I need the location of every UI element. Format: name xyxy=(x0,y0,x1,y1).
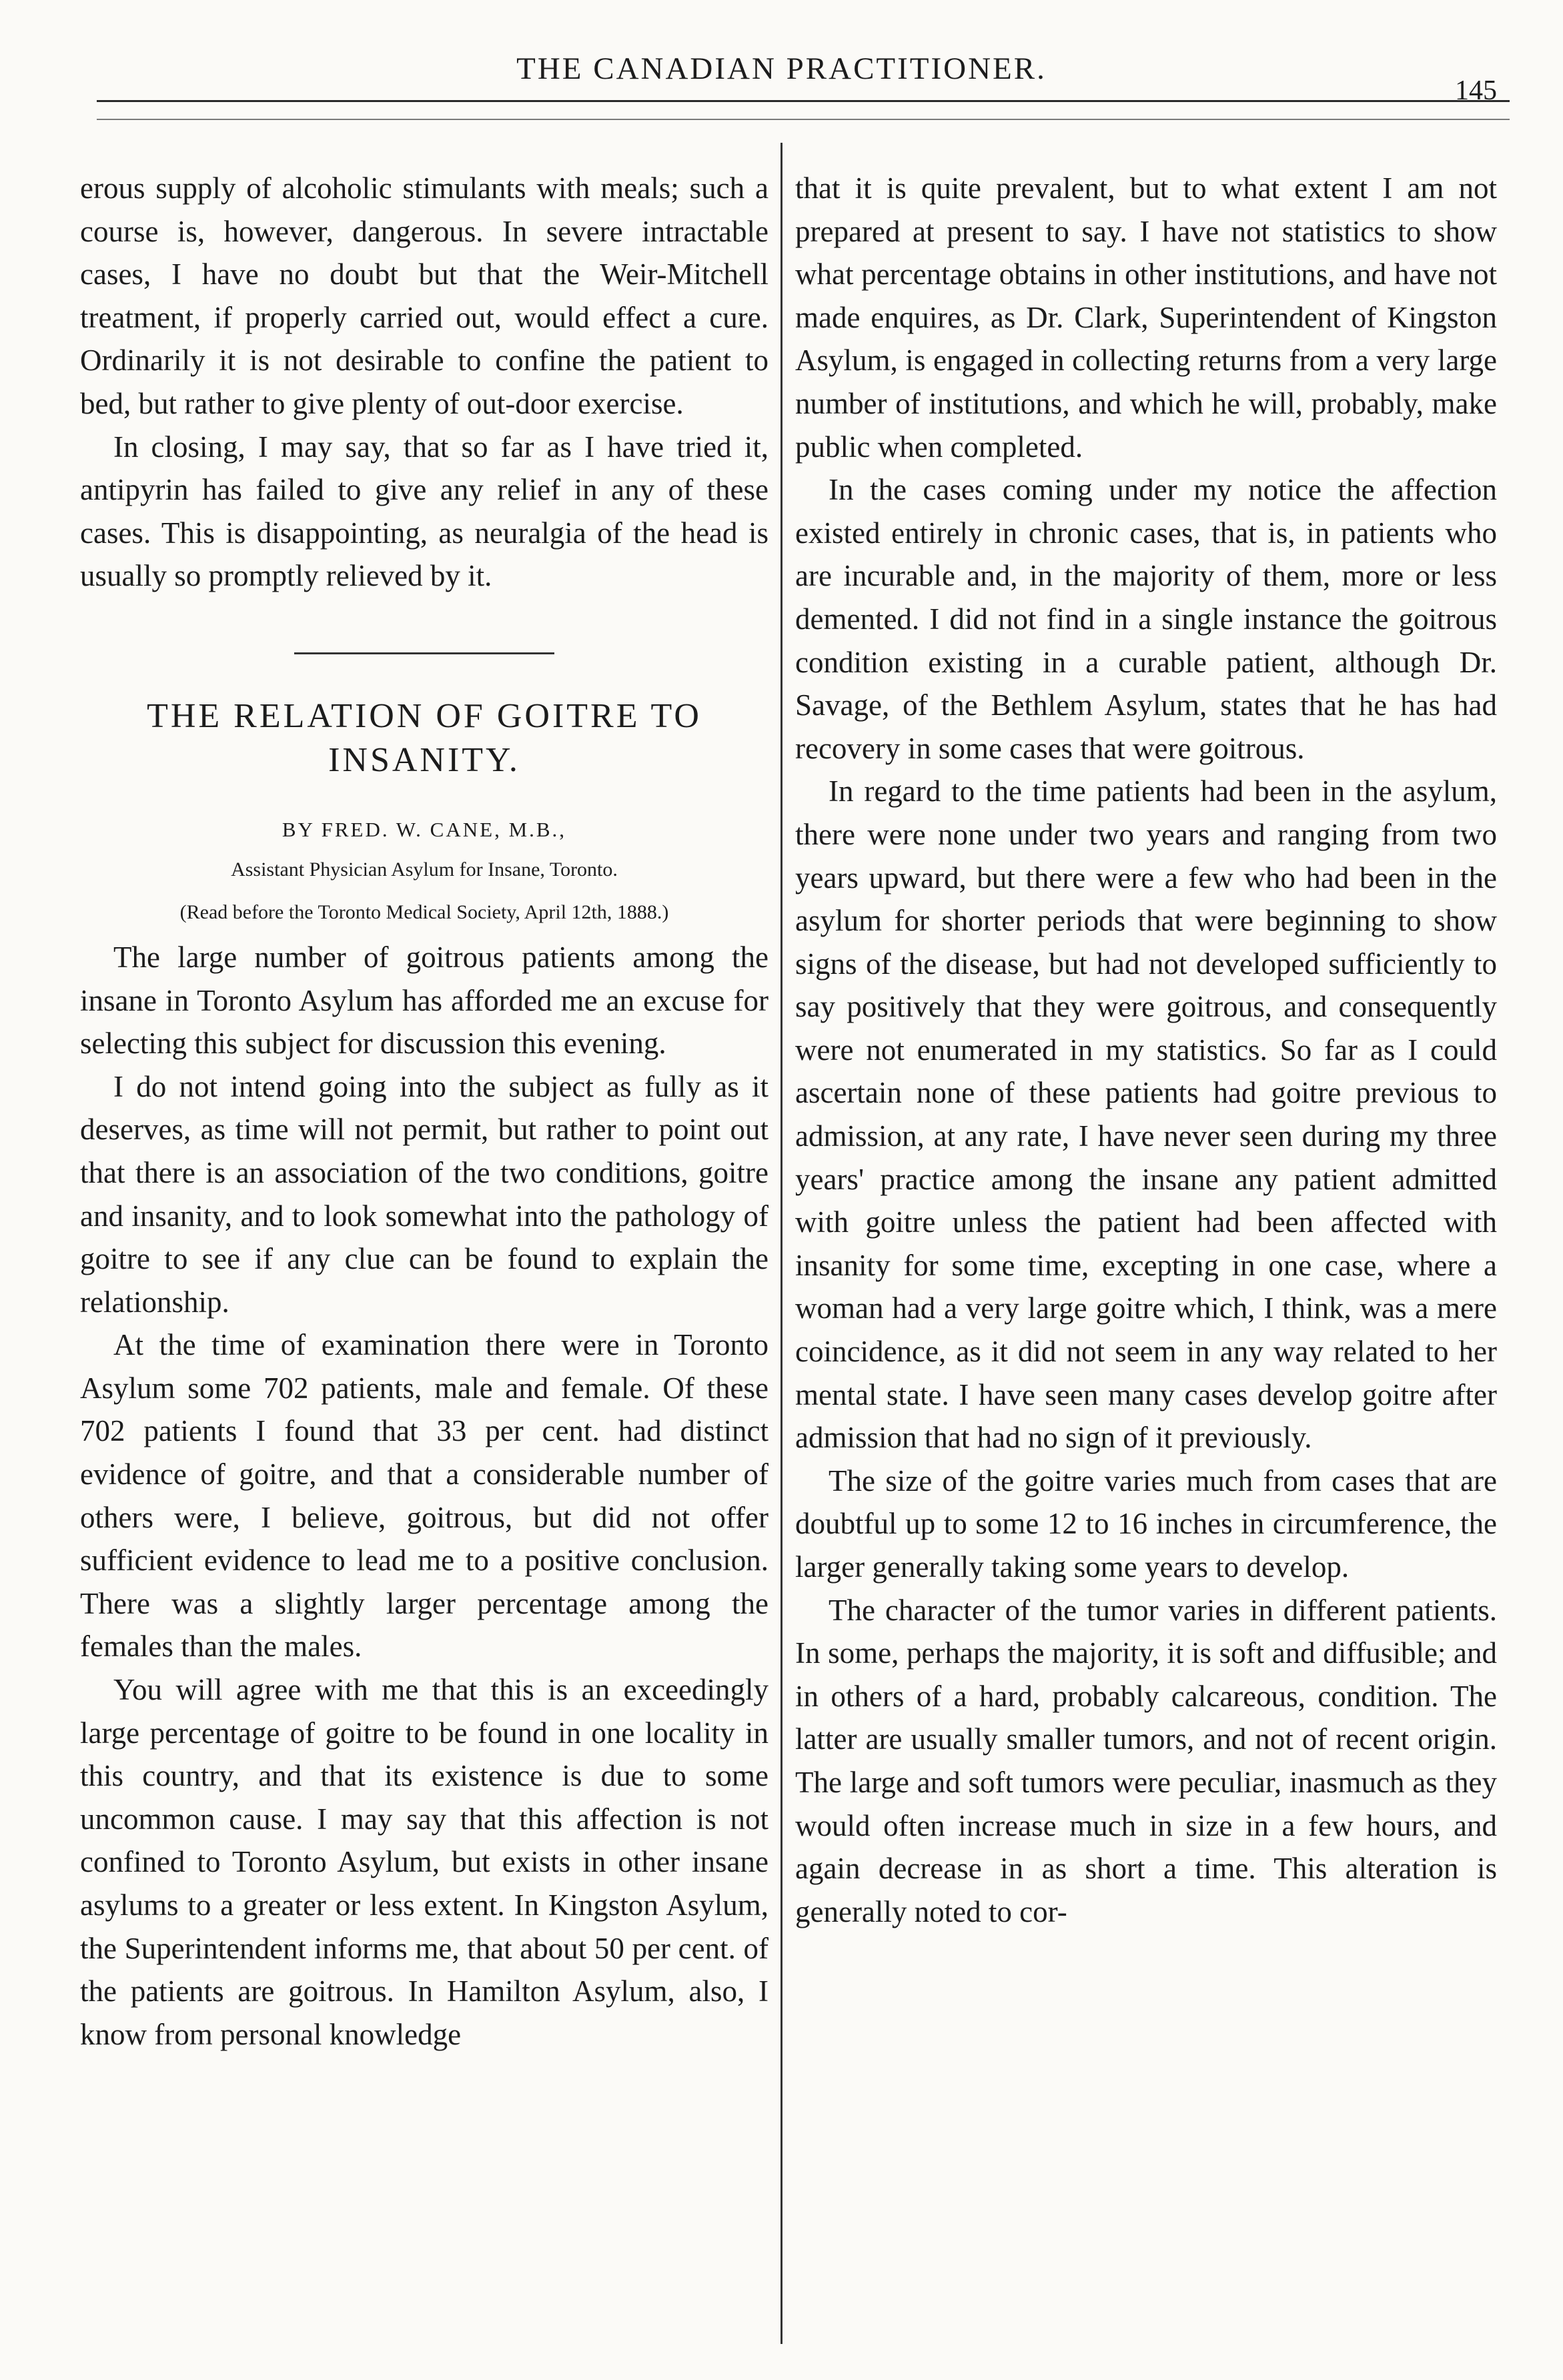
paragraph: At the time of examination there were in Toronto Asylum some 702 patients, male and female. Of these 702 patients I found that 33 per cent. had distinct evidence of goitre, and that a considerable number of others were, I believe, goitrous, but did not offer sufficient evidence to lead me to a positive conclusion. There was a slightly larger percentage among the females than the males. xyxy=(80,1328,768,1664)
paragraph: The large number of goitrous patients among the insane in Toronto Asylum has afforded me an excuse for selecting this subject for discussion this evening. xyxy=(80,940,768,1061)
paragraph: The character of the tumor varies in different patients. In some, perhaps the majority, it is soft and diffusible; and in others of a hard, probably calcareous, condition. The latter are usually smaller tumors, and not of recent origin. The large and soft tumors were peculiar, inasmuch as they would often increase much in size in a few hours, and again decrease in as short a time. This alteration is generally noted to cor- xyxy=(795,1593,1497,1928)
article-title: THE RELATION OF GOITRE TO INSANITY. xyxy=(147,696,702,779)
paragraph: In closing, I may say, that so far as I have tried it, antipyrin has failed to give any relief in any of these cases. This is disappointing, as neuralgia of the head is usually so promptly relieved by it. xyxy=(80,430,768,593)
right-column xyxy=(795,167,1497,1933)
article-byline: BY FRED. W. CANE, M.B., xyxy=(282,817,567,841)
paragraph: In regard to the time patients had been in the asylum, there were none under two years and ranging from two years upward, but there were a few who had been in the asylum for shorter periods that were beginning to show signs of the disease, but had not developed sufficiently to say positively that they were goitrous, and consequently were not enumerated in my statistics. So far as I could ascertain none of these patients had goitre previous to admission, at any rate, I have never seen during my three years' practice among the insane any patient admitted with goitre unless the patient had been affected with insanity for some time, excepting in one case, where a woman had a very large goitre which, I think, was a mere coincidence, as it did not seem in any way related to her mental state. I have seen many cases develop goitre after admission that had no sign of it previously. xyxy=(795,774,1497,1455)
paragraph: I do not intend going into the subject as fully as it deserves, as time will not permit, but rather to point out that there is an association of the two conditions, goitre and insanity, and to look somewhat into the pathology of goitre to see if any clue can be found to explain the relationship. xyxy=(80,1069,768,1319)
paragraph: You will agree with me that this is an exceedingly large percentage of goitre to be found in one locality in this country, and that its existence is due to some uncommon cause. I may say that this affection is not confined to Toronto Asylum, but exists in other insane asylums to a greater or less extent. In Kingston Asylum, the Superintendent informs me, that about 50 per cent. of the patients are goitrous. In Hamilton Asylum, also, I know from personal knowledge xyxy=(80,1673,768,2051)
paragraph: that it is quite prevalent, but to what extent I am not prepared at present to say. I have not statistics to show what percentage obtains in other institutions, and have not made enquires, as Dr. Clark, Superintendent of Kingston Asylum, is engaged in collecting returns from a very large number of institutions, and which he will, probably, make public when completed. xyxy=(795,171,1497,464)
paragraph: The size of the goitre varies much from cases that are doubtful up to some 12 to 16 inches in circumference, the larger generally taking some years to develop. xyxy=(795,1463,1497,1584)
paragraph: In the cases coming under my notice the affection existed entirely in chronic cases, that is, in patients who are incurable and, in the majority of them, more or less demented. I did not find in a single instance the goitrous condition existing in a curable patient, although Dr. Savage, of the Bethlem Asylum, states that he has had recovery in some cases that were goitrous. xyxy=(795,473,1497,765)
column-divider xyxy=(780,143,783,2344)
header-rule xyxy=(97,100,1510,102)
paragraph: erous supply of alcoholic stimulants with meals; such a course is, however, dangerous. In severe intractable cases, I have no doubt but that the Weir-Mitchell treatment, if properly carried out, would effect a cure. Ordinarily it is not desirable to confine the patient to bed, but rather to give plenty of out-door exercise. xyxy=(80,171,768,420)
running-head xyxy=(0,27,1563,106)
page-number: 145 xyxy=(1455,75,1497,106)
left-column xyxy=(80,167,768,2056)
article-separator-rule xyxy=(294,652,554,654)
author-affiliation: Assistant Physician Asylum for Insane, Toronto. xyxy=(231,858,618,880)
header-rule-secondary xyxy=(97,119,1510,120)
reading-note: (Read before the Toronto Medical Society, April 12th, 1888.) xyxy=(179,901,669,923)
journal-title: THE CANADIAN PRACTITIONER. xyxy=(516,51,1047,86)
